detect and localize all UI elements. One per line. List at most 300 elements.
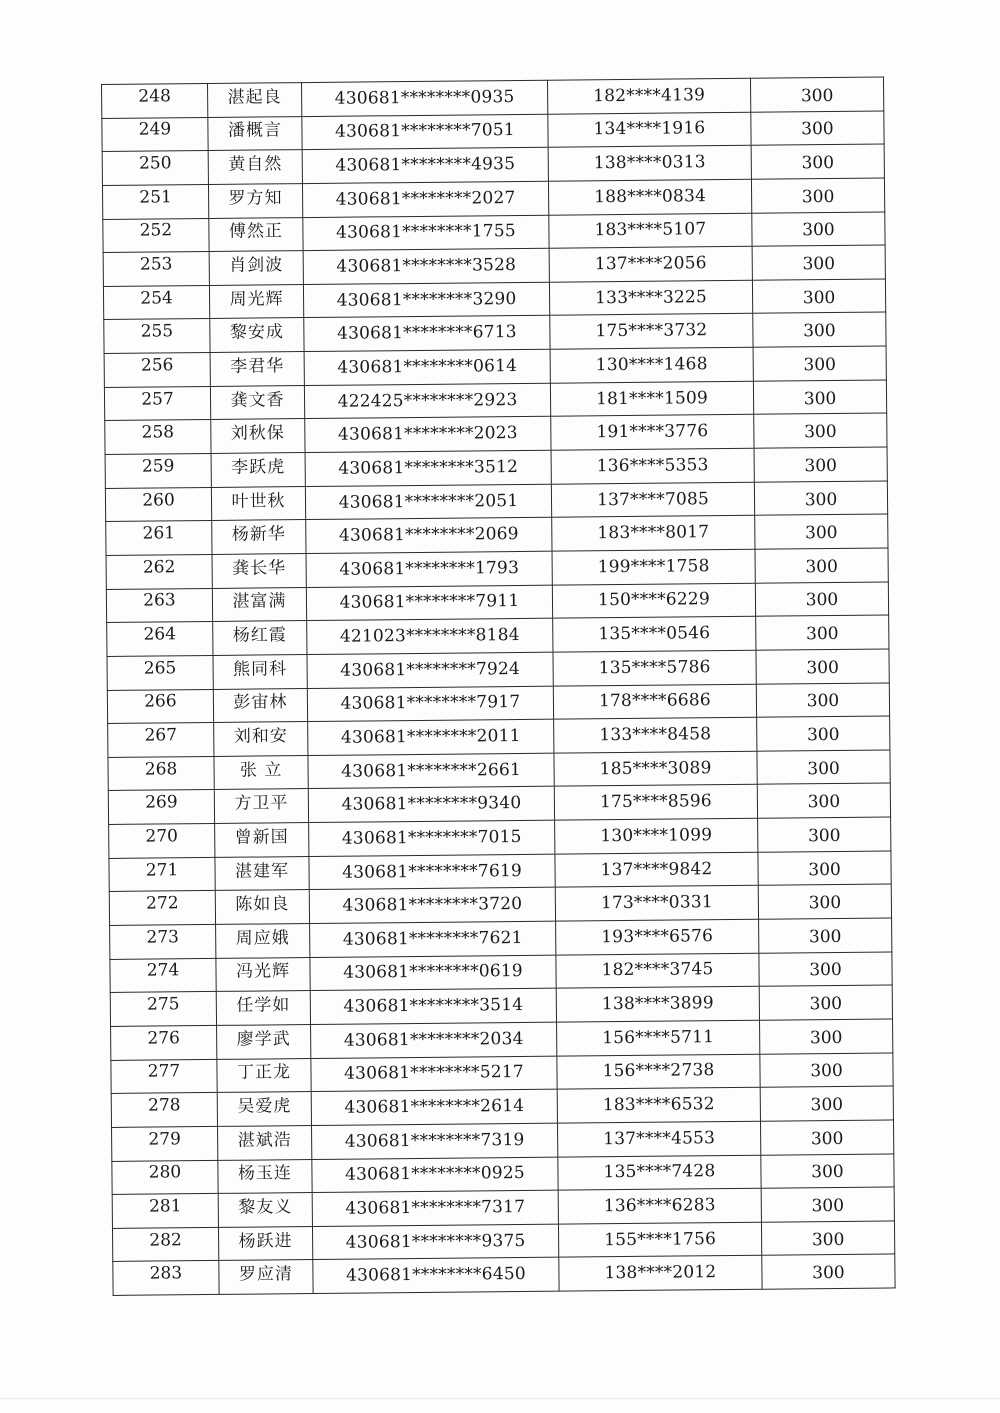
amount-cell: [760, 1019, 893, 1054]
phone-number-cell: [548, 146, 751, 182]
id-number: 430681********3528: [336, 255, 517, 277]
id-number-cell: [313, 1258, 559, 1294]
phone-number: 178****6686: [598, 690, 711, 712]
row-number-cell: [109, 824, 215, 859]
row-number: 256: [140, 355, 174, 376]
row-number-cell: [102, 151, 208, 186]
phone-number: 133****3225: [595, 286, 708, 308]
person-name-cell: [208, 183, 302, 218]
row-number-cell: [111, 1059, 217, 1094]
row-number-cell: [102, 83, 208, 118]
amount-cell: [758, 817, 891, 852]
phone-number: 183****8017: [597, 522, 710, 544]
person-name-cell: [212, 587, 306, 622]
person-name: 曾新国: [234, 827, 289, 848]
id-number-cell: [303, 215, 549, 251]
amount: 300: [810, 1094, 844, 1116]
person-name-cell: [219, 1260, 313, 1295]
amount: 300: [805, 624, 839, 645]
id-number: 430681********0935: [334, 86, 515, 109]
id-number: 430681********7319: [344, 1129, 525, 1152]
scan-edge-line: [0, 1398, 1000, 1399]
row-number: 281: [148, 1196, 182, 1217]
row-number-cell: [107, 622, 213, 657]
amount-cell: [759, 952, 892, 987]
amount: 300: [804, 455, 838, 477]
person-name-cell: [210, 385, 304, 420]
id-number-cell: [304, 349, 550, 385]
person-name: 周应娥: [235, 928, 290, 949]
row-number-cell: [106, 554, 212, 589]
amount-cell: [755, 514, 888, 549]
row-number-cell: [112, 1194, 218, 1229]
phone-number-cell: [558, 1155, 761, 1191]
id-number: 430681********2027: [335, 187, 516, 210]
row-number: 279: [148, 1128, 181, 1150]
amount-cell: [758, 884, 891, 919]
amount-cell: [756, 649, 889, 684]
person-name-cell: [217, 1092, 311, 1127]
row-number-cell: [105, 420, 211, 455]
row-number: 270: [145, 826, 179, 847]
id-number: 430681********3290: [336, 288, 517, 311]
person-name-cell: [214, 789, 308, 824]
amount-cell: [757, 750, 890, 785]
phone-number: 137****7085: [596, 488, 710, 510]
id-number: 430681********3720: [342, 894, 523, 916]
row-number: 253: [139, 254, 173, 275]
phone-number: 156****2738: [602, 1060, 715, 1082]
id-number-cell: [311, 1089, 557, 1125]
amount: 300: [805, 556, 838, 578]
id-number-cell: [302, 114, 548, 150]
row-number: 272: [146, 893, 179, 914]
row-number: 262: [142, 557, 176, 578]
person-name: 潘概言: [227, 120, 283, 142]
phone-number-cell: [547, 78, 750, 114]
id-number-cell: [301, 80, 547, 116]
row-number-cell: [110, 924, 216, 959]
phone-number-cell: [551, 482, 754, 518]
row-number-cell: [107, 689, 213, 724]
id-number-cell: [312, 1157, 558, 1193]
phone-number-cell: [548, 179, 751, 215]
person-name-cell: [209, 217, 303, 252]
id-number: 430681********7015: [341, 826, 522, 849]
id-number: 430681********2023: [337, 423, 518, 445]
row-number-cell: [108, 723, 214, 758]
person-name: 罗方知: [228, 187, 283, 209]
person-name: 廖学武: [236, 1028, 291, 1050]
amount-cell: [751, 144, 884, 179]
phone-number: 175****8596: [599, 791, 712, 813]
id-number-cell: [305, 450, 551, 486]
id-number: 430681********7619: [342, 860, 523, 883]
phone-number: 137****9842: [600, 858, 713, 880]
row-number-cell: [110, 958, 216, 993]
row-number: 251: [139, 187, 172, 208]
person-name: 傅然正: [228, 221, 284, 243]
id-number: 430681********7911: [339, 591, 520, 614]
person-name: 黎友义: [238, 1197, 293, 1218]
person-name: 罗应清: [238, 1264, 294, 1285]
phone-number-cell: [551, 448, 754, 484]
phone-number-cell: [554, 751, 757, 787]
row-number: 252: [139, 220, 173, 242]
person-name-cell: [218, 1193, 312, 1228]
amount: 300: [806, 691, 840, 712]
row-number: 280: [148, 1162, 182, 1183]
amount: 300: [811, 1229, 845, 1250]
person-name: 黄自然: [228, 154, 283, 175]
id-number-cell: [309, 854, 555, 890]
id-number-cell: [304, 383, 550, 419]
table-row: [113, 1254, 895, 1295]
person-name-cell: [210, 318, 304, 353]
amount-cell: [761, 1153, 894, 1188]
phone-number-cell: [557, 1121, 760, 1157]
phone-number-cell: [552, 549, 755, 585]
row-number-cell: [104, 386, 210, 421]
row-number-cell: [106, 588, 212, 623]
amount-cell: [755, 582, 888, 617]
person-name-cell: [212, 520, 306, 555]
amount: 300: [811, 1195, 845, 1217]
row-number-cell: [103, 218, 209, 253]
phone-number: 138****2012: [604, 1262, 717, 1284]
amount: 300: [804, 422, 837, 443]
phone-number-cell: [548, 112, 751, 148]
row-number-cell: [112, 1160, 218, 1195]
person-name: 丁正龙: [236, 1062, 292, 1084]
person-name-cell: [217, 1024, 311, 1059]
id-number-cell: [312, 1224, 558, 1260]
amount-cell: [762, 1254, 895, 1289]
row-number-cell: [105, 454, 211, 489]
phone-number-cell: [550, 381, 753, 417]
phone-number-cell: [556, 987, 759, 1023]
amount: 300: [803, 321, 836, 342]
person-name-cell: [216, 991, 310, 1026]
phone-number-cell: [549, 246, 752, 282]
person-name-cell: [211, 486, 305, 521]
phone-number: 130****1099: [600, 825, 713, 847]
amount: 300: [801, 119, 834, 140]
phone-number: 182****3745: [601, 959, 714, 981]
amount: 300: [808, 926, 842, 948]
phone-number: 193****6576: [601, 925, 714, 948]
phone-number: 137****2056: [594, 253, 707, 275]
amount-cell: [760, 1086, 893, 1121]
amount-cell: [761, 1187, 894, 1222]
amount-cell: [759, 985, 892, 1020]
person-name-cell: [214, 755, 308, 790]
person-name: 杨玉连: [237, 1163, 293, 1185]
row-number-cell: [108, 790, 214, 825]
amount: 300: [807, 825, 841, 847]
phone-number: 130****1468: [595, 354, 708, 376]
id-number: 430681********7051: [334, 120, 515, 143]
amount-cell: [750, 77, 883, 112]
phone-number: 156****5711: [602, 1026, 715, 1048]
amount-cell: [754, 447, 887, 482]
row-number: 269: [145, 792, 178, 813]
amount: 300: [806, 724, 840, 746]
person-name: 吴爱虎: [237, 1096, 292, 1117]
row-number: 268: [144, 758, 178, 780]
row-number-cell: [113, 1261, 219, 1296]
phone-number-cell: [553, 650, 756, 686]
person-name-cell: [218, 1159, 312, 1194]
phone-number-cell: [555, 886, 758, 922]
phone-number-cell: [557, 1054, 760, 1090]
row-number: 275: [147, 994, 180, 1015]
person-name: 杨红霞: [232, 625, 287, 646]
amount: 300: [809, 1027, 843, 1048]
id-number: 430681********6450: [345, 1264, 526, 1286]
id-number-cell: [307, 652, 553, 688]
id-number: 430681********9375: [345, 1230, 526, 1253]
person-name-cell: [212, 554, 306, 589]
person-name-cell: [209, 251, 303, 286]
amount: 300: [802, 287, 836, 308]
row-number: 255: [140, 321, 174, 342]
person-name: 肖剑波: [229, 255, 284, 276]
person-name-cell: [215, 890, 309, 925]
person-name-cell: [213, 654, 307, 689]
phone-number: 173****0331: [600, 892, 713, 914]
row-number: 261: [142, 523, 176, 544]
amount-cell: [760, 1120, 893, 1155]
person-name-cell: [215, 856, 309, 891]
phone-number: 150****6229: [597, 589, 711, 611]
amount: 300: [804, 489, 838, 510]
id-number: 430681********4935: [335, 154, 516, 176]
row-number-cell: [102, 184, 208, 219]
person-name: 李君华: [230, 356, 285, 377]
amount-cell: [757, 783, 890, 818]
row-number-cell: [104, 319, 210, 354]
person-name: 龚长华: [232, 558, 287, 579]
amount-cell: [753, 380, 886, 415]
person-name-cell: [218, 1125, 312, 1160]
person-name: 杨跃进: [238, 1230, 293, 1252]
id-number-cell: [309, 888, 555, 924]
amount: 300: [809, 994, 843, 1015]
phone-number: 135****0546: [598, 623, 711, 645]
amount-cell: [752, 279, 885, 314]
person-name-cell: [210, 352, 304, 387]
row-number-cell: [102, 117, 208, 152]
person-name: 熊同科: [233, 658, 288, 680]
amount: 300: [805, 590, 839, 611]
phone-number: 181****1509: [595, 387, 709, 409]
row-number: 278: [147, 1095, 181, 1116]
person-name: 湛建军: [234, 860, 290, 882]
row-number-cell: [103, 285, 209, 320]
amount-cell: [757, 716, 890, 751]
row-number-cell: [105, 487, 211, 522]
id-number-cell: [312, 1123, 558, 1159]
id-number: 430681********2011: [340, 725, 521, 748]
phone-number-cell: [555, 852, 758, 888]
id-number-cell: [306, 518, 552, 554]
id-number-cell: [302, 147, 548, 183]
id-number: 430681********2614: [344, 1096, 525, 1118]
id-number-cell: [308, 753, 554, 789]
phone-number: 133****8458: [599, 724, 712, 746]
amount: 300: [811, 1162, 844, 1183]
row-number: 260: [142, 489, 175, 511]
amount: 300: [809, 960, 842, 981]
id-number: 430681********7317: [345, 1196, 526, 1219]
phone-number-cell: [553, 684, 756, 720]
amount-cell: [751, 111, 884, 146]
amount-cell: [758, 851, 891, 886]
amount-cell: [752, 245, 885, 280]
phone-number: 175****3732: [595, 320, 708, 342]
person-name-cell: [217, 1058, 311, 1093]
person-name-cell: [216, 924, 310, 959]
amount: 300: [802, 220, 835, 241]
phone-number: 136****5353: [596, 455, 709, 477]
amount: 300: [803, 354, 837, 376]
person-name-cell: [211, 453, 305, 488]
id-number-cell: [308, 719, 554, 755]
id-number: 430681********1793: [339, 557, 520, 580]
row-number: 277: [147, 1061, 181, 1082]
id-number: 430681********0614: [337, 355, 518, 378]
amount-cell: [751, 178, 884, 213]
id-number: 430681********3512: [338, 456, 519, 479]
phone-number: 183****6532: [602, 1094, 715, 1116]
id-number-cell: [311, 1022, 557, 1058]
person-name-cell: [215, 823, 309, 858]
amount-cell: [756, 682, 889, 717]
amount: 300: [807, 758, 840, 779]
amount-cell: [754, 413, 887, 448]
id-number-cell: [308, 787, 554, 823]
id-number: 430681********9340: [341, 793, 522, 815]
amount-cell: [754, 481, 887, 516]
phone-number-cell: [553, 616, 756, 652]
phone-number: 136****6283: [603, 1195, 716, 1217]
id-number: 430681********7924: [340, 658, 521, 681]
amount: 300: [812, 1263, 845, 1284]
amount: 300: [810, 1061, 843, 1082]
row-number: 273: [146, 927, 180, 948]
person-name: 杨新华: [231, 524, 286, 545]
id-number: 430681********3514: [343, 995, 524, 1017]
row-number: 258: [141, 422, 175, 443]
row-number-cell: [107, 655, 213, 690]
phone-number: 191****3776: [596, 421, 709, 443]
phone-number-cell: [555, 818, 758, 854]
phone-number: 134****1916: [593, 118, 706, 140]
person-name: 周光辉: [229, 288, 284, 310]
phone-number: 137****4553: [603, 1127, 716, 1149]
row-number-cell: [109, 891, 215, 926]
person-name-cell: [209, 284, 303, 319]
phone-number: 135****5786: [598, 656, 711, 678]
person-name: 冯光辉: [235, 961, 291, 983]
phone-number: 188****0834: [594, 185, 707, 208]
row-number: 257: [141, 388, 174, 410]
phone-number: 199****1758: [597, 555, 710, 578]
person-name: 陈如良: [235, 894, 290, 915]
id-number: 430681********0619: [343, 961, 524, 984]
row-number: 271: [145, 859, 179, 881]
person-name: 叶世秋: [231, 490, 286, 512]
row-number: 254: [140, 287, 173, 309]
id-number-cell: [309, 820, 555, 856]
amount-cell: [753, 346, 886, 381]
amount-cell: [761, 1221, 894, 1256]
amount-cell: [752, 212, 885, 247]
row-number: 283: [149, 1263, 183, 1284]
person-name-cell: [213, 688, 307, 723]
amount: 300: [808, 859, 841, 880]
amount-cell: [753, 312, 886, 347]
row-number-cell: [111, 1025, 217, 1060]
amount: 300: [801, 186, 835, 208]
id-number-cell: [310, 921, 556, 957]
phone-number: 155****1756: [604, 1228, 717, 1250]
id-number: 430681********7917: [340, 692, 521, 715]
recipient-table: [101, 76, 896, 1296]
id-number-cell: [307, 686, 553, 722]
person-name-cell: [208, 150, 302, 185]
row-number: 264: [143, 624, 177, 645]
row-number: 263: [143, 590, 176, 612]
id-number-cell: [306, 585, 552, 621]
id-number: 430681********1755: [335, 221, 516, 244]
amount: 300: [810, 1128, 844, 1149]
person-name: 张 立: [239, 759, 283, 781]
phone-number: 138****3899: [601, 993, 714, 1015]
id-number-cell: [310, 988, 556, 1024]
person-name-cell: [211, 419, 305, 454]
id-number-cell: [310, 955, 556, 991]
id-number: 430681********0925: [344, 1163, 525, 1186]
row-number-cell: [104, 353, 210, 388]
id-number: 430681********2051: [338, 490, 519, 513]
row-number: 267: [144, 725, 178, 746]
person-name: 刘和安: [233, 726, 288, 747]
id-number: 422425********2923: [337, 389, 518, 412]
row-number-cell: [106, 521, 212, 556]
amount: 300: [801, 153, 835, 174]
amount: 300: [808, 893, 842, 914]
row-number-cell: [109, 857, 215, 892]
phone-number-cell: [552, 516, 755, 552]
person-name-cell: [218, 1226, 312, 1261]
person-name: 黎安成: [229, 322, 284, 344]
phone-number-cell: [556, 953, 759, 989]
phone-number-cell: [550, 347, 753, 383]
phone-number-cell: [554, 785, 757, 821]
row-number-cell: [103, 252, 209, 287]
person-name: 湛斌浩: [237, 1129, 292, 1151]
amount: 300: [803, 388, 837, 409]
amount: 300: [807, 792, 841, 813]
row-number-cell: [112, 1227, 218, 1262]
phone-number: 138****0313: [593, 152, 706, 174]
person-name-cell: [216, 957, 310, 992]
id-number-cell: [305, 417, 551, 453]
phone-number-cell: [550, 314, 753, 350]
phone-number-cell: [558, 1222, 761, 1258]
